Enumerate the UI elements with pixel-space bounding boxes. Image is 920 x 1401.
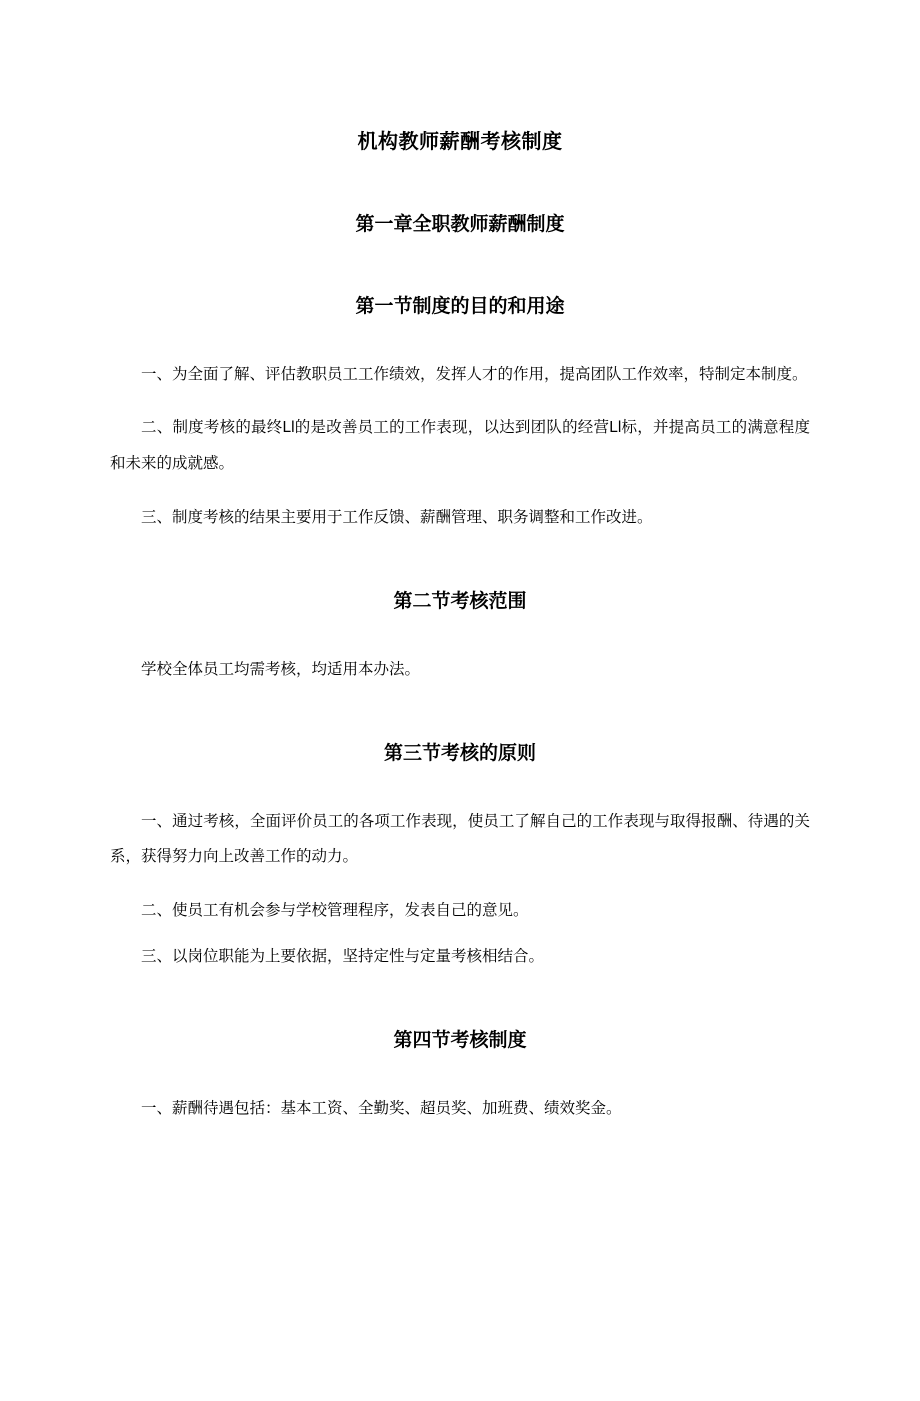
section-heading-2: 第二节考核范围 [393, 591, 527, 613]
paragraph: 一、为全面了解、评估教职员工工作绩效，发挥人才的作用，提高团队工作效率，特制定本制度。 [141, 365, 808, 383]
paragraph: 一、通过考核，全面评价员工的各项工作表现，使员工了解自己的工作表现与取得报酬、待遇的关系，获得努力向上改善工作的动力。 [110, 812, 810, 866]
section-heading-3: 第三节考核的原则 [383, 743, 536, 765]
paragraph: 二、制度考核的最终Ll的是改善员工的工作表现，以达到团队的经营Ll标，并提高员工的满意程度和未来的成就感。 [110, 419, 810, 473]
section-heading-1: 第一节制度的目的和用途 [355, 296, 565, 318]
chapter-heading-1: 第一章全职教师薪酬制度 [355, 214, 565, 235]
paragraph: 一、薪酬待遇包括：基本工资、全勤奖、超员奖、加班费、绩效奖金。 [141, 1099, 622, 1117]
paragraph: 二、使员工有机会参与学校管理程序，发表自己的意见。 [141, 902, 529, 920]
paragraph: 学校全体员工均需考核，均适用本办法。 [141, 660, 421, 678]
section-heading-4: 第四节考核制度 [393, 1030, 527, 1052]
paragraph: 三、以岗位职能为上要依据，坚持定性与定量考核相结合。 [141, 947, 545, 965]
page-title: 机构教师薪酬考核制度 [357, 131, 563, 153]
paragraph: 三、制度考核的结果主要用于工作反馈、薪酬管理、职务调整和工作改进。 [141, 508, 653, 526]
